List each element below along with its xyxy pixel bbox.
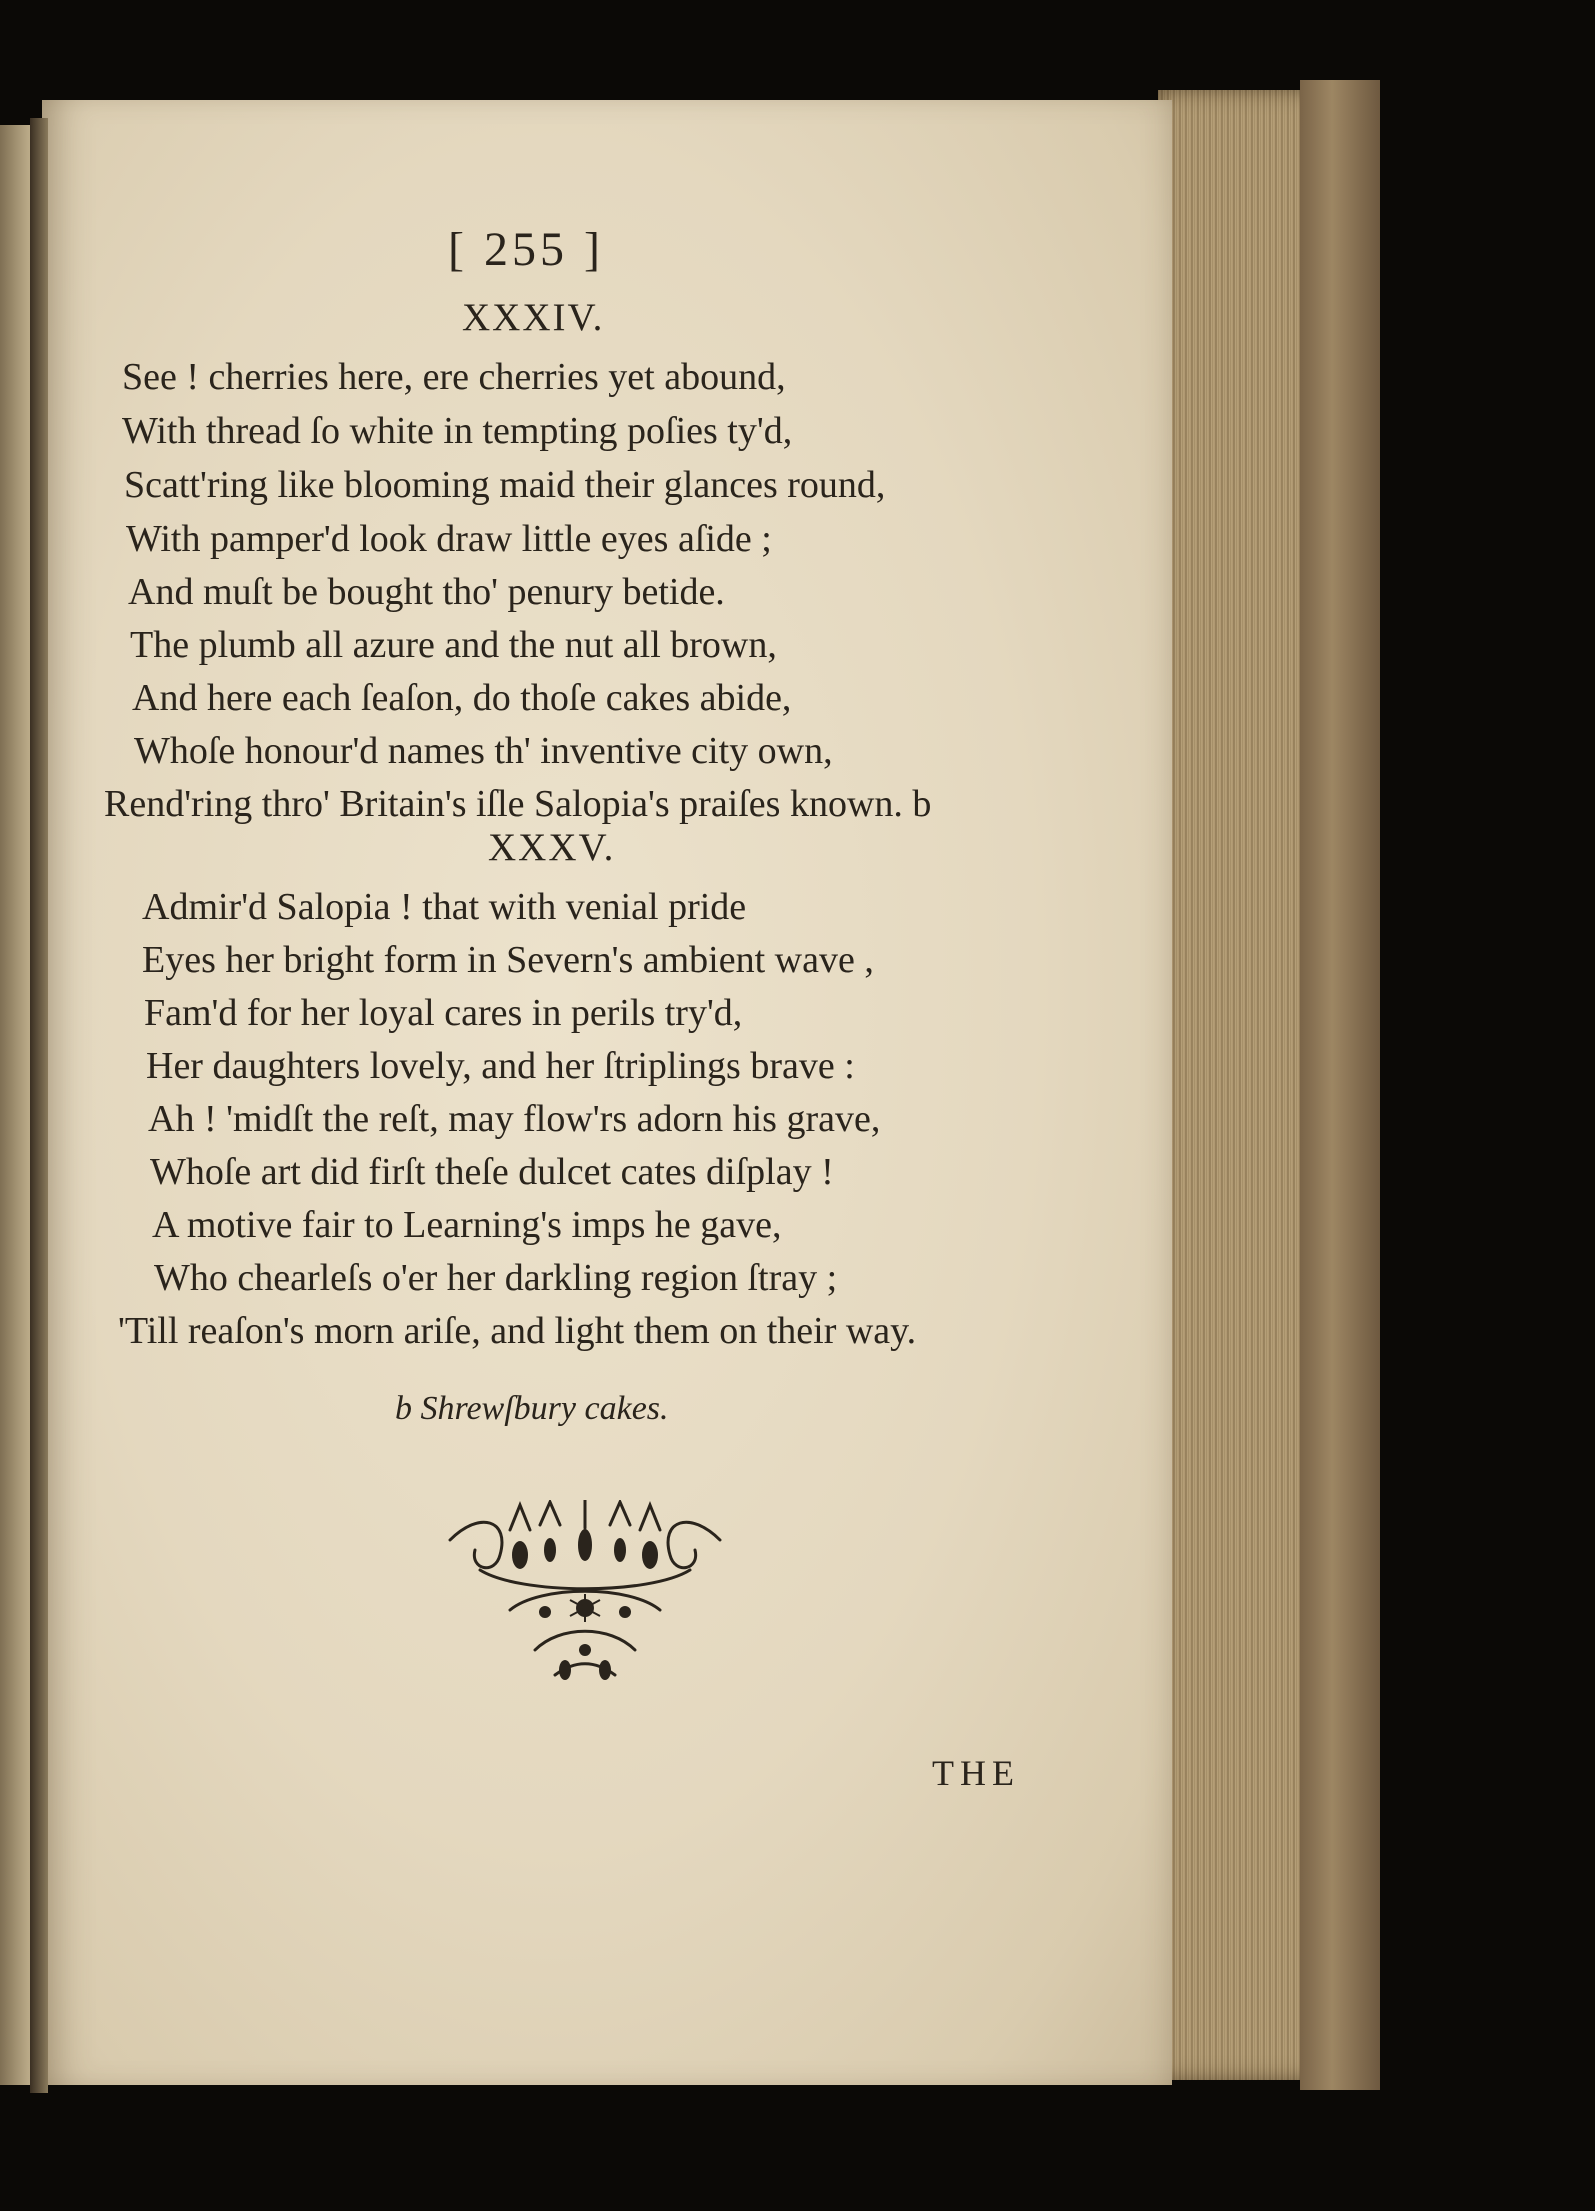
stanza-heading: XXXIV.	[462, 296, 605, 339]
catchword: THE	[932, 1753, 1020, 1793]
gutter	[30, 118, 48, 2093]
poem-line: Whoſe art did firſt theſe dulcet cates diſplay !	[150, 1151, 834, 1193]
poem-line: See ! cherries here, ere cherries yet abound,	[122, 356, 786, 398]
poem-line: Admir'd Salopia ! that with venial pride	[142, 886, 747, 928]
poem-line: Rend'ring thro' Britain's iſle Salopia's praiſes known. b	[104, 783, 932, 825]
page-edges	[1158, 90, 1318, 2080]
poem-line: Whoſe honour'd names th' inventive city own,	[134, 730, 833, 772]
poem-line: With thread ſo white in tempting poſies ty'd,	[122, 410, 793, 452]
poem-line: 'Till reaſon's morn ariſe, and light them on their way.	[118, 1310, 917, 1352]
poem-line: Fam'd for her loyal cares in perils try'd,	[144, 992, 743, 1034]
poem-line: Her daughters lovely, and her ſtriplings brave :	[146, 1045, 855, 1087]
page-number: [ 255 ]	[448, 223, 604, 276]
poem-line: With pamper'd look draw little eyes aſide ;	[126, 518, 772, 560]
poem-line: And muſt be bought tho' penury betide.	[128, 571, 725, 613]
poem-line: Ah ! 'midſt the reſt, may flow'rs adorn his grave,	[148, 1098, 881, 1140]
poem-line: A motive fair to Learning's imps he gave,	[152, 1204, 782, 1246]
poem-line: Eyes her bright form in Severn's ambient wave ,	[142, 939, 874, 981]
stanza-heading: XXXV.	[488, 826, 616, 869]
footnote: b Shrewſbury cakes.	[395, 1390, 669, 1427]
poem-line: And here each ſeaſon, do thoſe cakes abide,	[132, 677, 792, 719]
poem-line: The plumb all azure and the nut all brown,	[130, 624, 777, 666]
poem-line: Who chearleſs o'er her darkling region ſtray ;	[154, 1257, 838, 1299]
floral-vignette-icon	[440, 1500, 730, 1690]
poem-line: Scatt'ring like blooming maid their glances round,	[124, 464, 886, 506]
book-cover	[1300, 80, 1380, 2090]
